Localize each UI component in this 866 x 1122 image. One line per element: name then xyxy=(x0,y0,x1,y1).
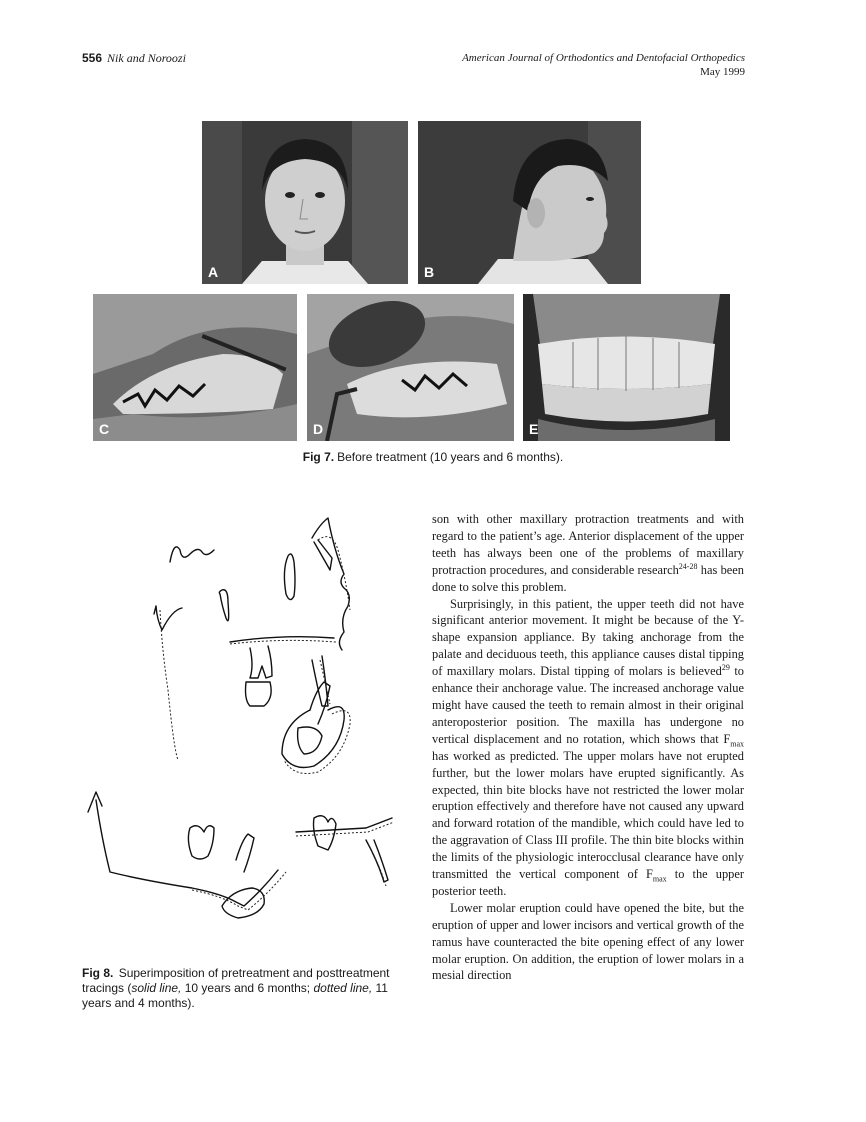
photo-b-profile-face xyxy=(418,121,641,284)
figure-8-caption xyxy=(82,966,400,1011)
photo-a-frontal-face xyxy=(202,121,408,284)
page-number: 556 xyxy=(82,51,103,65)
photo-e-intraoral-frontal xyxy=(523,294,730,441)
p2-subscript-1: max xyxy=(730,739,744,749)
panel-label-b: B xyxy=(424,264,435,280)
figure-7-label: Fig 7. xyxy=(302,450,335,464)
figure-8-caption-dotted: dotted line, xyxy=(313,981,373,995)
p1-text-a: son with other maxillary protraction treatments and with regard to the patient’s age. Anterior displacement of the upper teeth has always been one of the problems of maxillary protraction procedures, and considerable research xyxy=(432,512,744,577)
p2-text-a: Surprisingly, in this patient, the upper teeth did not have significant anterior movement. It might be because of the Y-shape expansion appliance. By taking anchorage from the palate and deciduous teeth, this appliance causes distal tipping of maxillary molars. Distal tipping of molars is believed xyxy=(432,596,744,679)
p2-text-c: has worked as predicted. The upper molars have not erupted further, but the lower molars have erupted significantly. As expected, thin bite blocks have not restricted the lower molar eruption effectively and therefore have not caused any upward and forward rotation of the mandible, which could have led to the aggravation of Class III profile. The thin bite blocks within the limits of the physiologic interocclusal clearance have only transmitted the vertical component of F xyxy=(432,748,744,882)
panel-label-a: A xyxy=(208,264,219,280)
paragraph-2 xyxy=(432,596,744,900)
panel-label-e: E xyxy=(529,421,539,437)
p2-text-b: to enhance their anchorage value. The increased anchorage value might have caused the teeth to remain almost in their original anteroposterior position. The maxilla has undergone no vertical displacement and no rotation, which shows that F xyxy=(432,664,744,746)
body-text-column xyxy=(432,511,744,984)
p1-citation: 24-28 xyxy=(678,561,698,571)
journal-title: American Journal of Orthodontics and Dentofacial Orthopedics xyxy=(462,52,745,64)
photo-c-intraoral-right xyxy=(93,294,297,441)
panel-label-d: D xyxy=(313,421,324,437)
figure-8-caption-text-2: 10 years and 6 months; xyxy=(181,981,314,995)
figure-7-caption xyxy=(0,450,866,464)
figure-8-caption-text-3: 11 years and 4 months). xyxy=(82,981,388,1010)
paragraph-1 xyxy=(432,511,744,596)
running-header-right xyxy=(462,51,745,79)
figure-8-caption-solid: solid line, xyxy=(131,981,182,995)
paragraph-3: Lower molar eruption could have opened the bite, but the eruption of upper and lower incisors and vertical growth of the ramus have counteracted the bite opening effect of any lower molar eruption. On addition, the eruption of lower molars in a mesial direction xyxy=(432,900,744,983)
p2-citation: 29 xyxy=(721,663,730,673)
cephalometric-tracing xyxy=(82,510,412,930)
figure-7-caption-text: Before treatment (10 years and 6 months). xyxy=(337,450,564,464)
p2-subscript-2: max xyxy=(652,874,667,884)
figure-8-caption-text-1: Superimposition of pretreatment and posttreatment tracings ( xyxy=(82,966,390,995)
p2-text-d: to the upper posterior teeth. xyxy=(432,867,745,898)
figure-8-label: Fig 8. xyxy=(82,966,114,980)
p1-text-b: has been done to solve this problem. xyxy=(432,562,744,594)
photo-d-intraoral-left xyxy=(307,294,514,441)
issue-date: May 1999 xyxy=(700,66,745,78)
running-header-left xyxy=(82,51,186,66)
author-names: Nik and Noroozi xyxy=(107,51,186,65)
panel-label-c: C xyxy=(99,421,110,437)
